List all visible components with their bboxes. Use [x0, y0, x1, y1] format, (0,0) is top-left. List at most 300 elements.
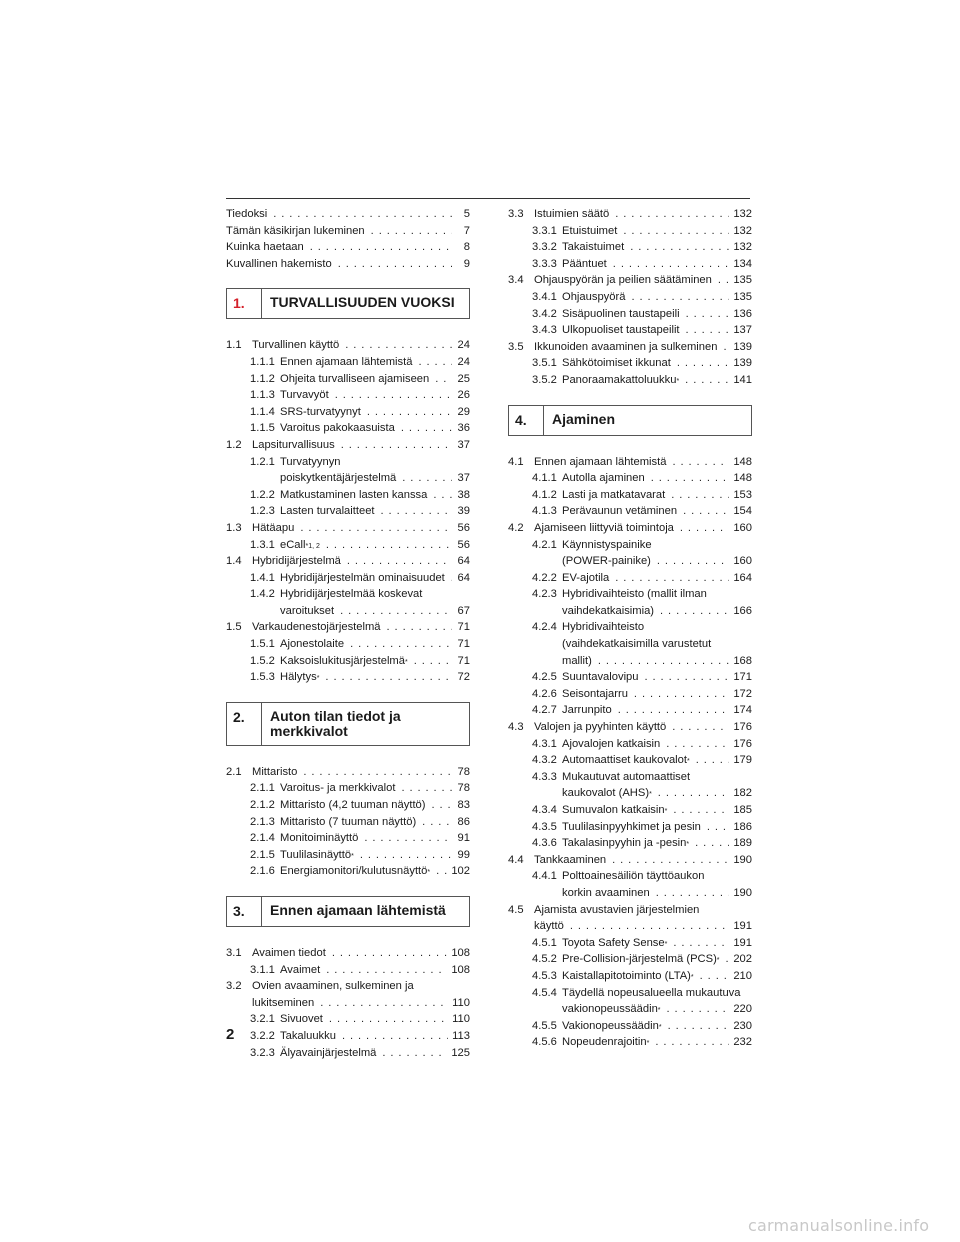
entry-title: Täydellä nopeusalueella mukautuva: [562, 986, 741, 999]
entry-page: 172: [733, 687, 752, 700]
entry-number: 3.4: [508, 274, 524, 287]
entry-page: 134: [733, 257, 752, 270]
intro-list: [226, 206, 470, 272]
entry-title: Seisontajarru: [562, 687, 628, 700]
entry-title: Avaimet: [280, 963, 321, 976]
entry-number: 4.5.6: [532, 1036, 557, 1049]
entry-title: Autolla ajaminen: [562, 472, 645, 485]
dot-leader: [615, 206, 729, 223]
dot-leader: [381, 503, 452, 520]
entry-page: 71: [457, 621, 470, 634]
dot-leader: [401, 780, 452, 797]
entry-number: 4.2.7: [532, 704, 557, 717]
toc-entry: 2.1.6 Energiamonitori/kulutusnäyttö * . . . 102: [226, 863, 470, 880]
entry-number: 4.5.2: [532, 953, 557, 966]
entry-number: 3.3.2: [532, 241, 557, 254]
entry-page: 186: [733, 820, 752, 833]
entry-page: 86: [457, 815, 470, 828]
section-2-header: [226, 702, 470, 746]
dot-leader: [695, 835, 729, 852]
toc-entry: 4.3.2 Automaattiset kaukovalot * . . . 179: [508, 752, 752, 769]
dot-leader: [673, 935, 729, 952]
toc-entry: [508, 769, 752, 786]
entry-page: 153: [733, 488, 752, 501]
entry-number: 2.1.4: [250, 832, 275, 845]
entry-title: Älyavainjärjestelmä: [280, 1046, 377, 1059]
dot-leader: [683, 503, 729, 520]
dot-leader: [273, 206, 452, 223]
dot-leader: [667, 1001, 730, 1018]
dot-leader: [666, 736, 729, 753]
entry-page: 125: [451, 1046, 470, 1059]
dot-leader: [367, 404, 452, 421]
dot-leader: [672, 454, 729, 471]
section-3-list: [226, 945, 470, 1061]
entry-page: 148: [733, 472, 752, 485]
dot-leader: [634, 686, 729, 703]
entry-page: 220: [733, 1003, 752, 1016]
toc-entry: [226, 337, 470, 354]
dot-leader: [414, 653, 452, 670]
toc-entry: [226, 553, 470, 570]
entry-page: 78: [457, 765, 470, 778]
entry-number: 4.5.4: [532, 986, 557, 999]
entry-number: 1.1: [226, 339, 242, 352]
entry-title: Mukautuvat automaattiset: [562, 770, 691, 783]
toc-entry: 1.3.1 eCall *1, 2 . . . 56: [226, 537, 470, 554]
dot-leader: [300, 520, 452, 537]
entry-page: 78: [457, 782, 470, 795]
toc-entry-continued: [508, 885, 752, 902]
entry-page: 56: [457, 538, 470, 551]
toc-entry: [508, 819, 752, 836]
dot-leader: [651, 470, 730, 487]
toc-entry: [508, 206, 752, 223]
entry-number: 4.5.5: [532, 1019, 557, 1032]
section-title-line: merkkivalot: [270, 722, 348, 739]
entry-page: 232: [733, 1036, 752, 1049]
entry-title: Ohjeita turvalliseen ajamiseen: [280, 372, 430, 385]
entry-title: Ajovalojen katkaisin: [562, 737, 661, 750]
entry-page: 136: [733, 307, 752, 320]
dot-leader: [325, 669, 452, 686]
entry-number: 1.2.3: [250, 505, 275, 518]
toc-entry-continued: [226, 995, 470, 1012]
entry-page: 141: [733, 373, 752, 386]
entry-title: Tankkaaminen: [534, 853, 607, 866]
toc-entry: [508, 669, 752, 686]
entry-number: 3.3.3: [532, 257, 557, 270]
entry-page: 166: [733, 604, 752, 617]
entry-title: Hätäapu: [252, 521, 295, 534]
entry-title: Kuvallinen hakemisto: [226, 257, 332, 270]
entry-number: 4.4.1: [532, 870, 557, 883]
toc-entry-continued: [508, 653, 752, 670]
dot-leader: [723, 339, 729, 356]
entry-title: Monitoiminäyttö: [280, 832, 359, 845]
entry-page: 139: [733, 357, 752, 370]
toc-entry: [508, 322, 752, 339]
toc-entry: [226, 814, 470, 831]
toc-entry-continued: vakionopeussäädin * . . . 220: [508, 1001, 752, 1018]
section-title: Ajaminen: [552, 410, 616, 427]
toc-entry: 4.3.6 Takalasinpyyhin ja -pesin * . . . 189: [508, 835, 752, 852]
entry-title: SRS-turvatyynyt: [280, 405, 361, 418]
entry-page: 102: [451, 865, 470, 878]
toc-entry-continued: kaukovalot (AHS) * . . . 182: [508, 785, 752, 802]
section-number: 4.: [509, 406, 544, 435]
dot-leader: [631, 289, 729, 306]
toc-entry: [508, 902, 752, 919]
entry-number: 4.1.2: [532, 488, 557, 501]
entry-page: 71: [457, 654, 470, 667]
entry-page: 91: [457, 832, 470, 845]
entry-number: 2.1.1: [250, 782, 275, 795]
entry-page: 189: [733, 837, 752, 850]
entry-title: Hybridijärjestelmä: [252, 555, 341, 568]
entry-number: 3.4.1: [532, 290, 557, 303]
dot-leader: [387, 619, 452, 636]
section-number: 2.: [227, 703, 262, 745]
dot-leader: [613, 256, 730, 273]
toc-entry: [508, 868, 752, 885]
toc-entry: [508, 586, 752, 603]
entry-number: 1.3: [226, 521, 242, 534]
toc-entry-continued: [508, 603, 752, 620]
dot-leader: [668, 1018, 730, 1035]
dot-leader: [686, 322, 730, 339]
entry-page: 56: [457, 521, 470, 534]
entry-number: 4.2.6: [532, 687, 557, 700]
toc-entry-continued: [226, 470, 470, 487]
entry-title: Kaksoislukitusjärjestelmä: [280, 654, 405, 667]
entry-title: Ulkopuoliset taustapeilit: [562, 324, 680, 337]
entry-title: Suuntavalovipu: [562, 671, 639, 684]
toc-entry-continued: [508, 636, 752, 653]
entry-title-continued: (vaihdekatkaisimilla varustetut: [562, 638, 712, 651]
dot-leader: [658, 785, 730, 802]
entry-title: Hybridijärjestelmää koskevat: [280, 588, 423, 601]
entry-title: Hybridivaihteisto (mallit ilman: [562, 588, 707, 601]
entry-number: 2.1: [226, 765, 242, 778]
entry-number: 4.5: [508, 903, 524, 916]
entry-page: 160: [733, 555, 752, 568]
dot-leader: [656, 885, 730, 902]
entry-page: 210: [733, 969, 752, 982]
entry-page: 135: [733, 274, 752, 287]
entry-title: Turvavyöt: [280, 389, 329, 402]
entry-page: 24: [457, 355, 470, 368]
toc-entry: [226, 636, 470, 653]
entry-number: 4.3.5: [532, 820, 557, 833]
entry-number: 4.3.3: [532, 770, 557, 783]
entry-page: 83: [457, 799, 470, 812]
entry-title: Turvallinen käyttö: [252, 339, 340, 352]
entry-title: Jarrunpito: [562, 704, 612, 717]
entry-title: Hälytys: [280, 671, 317, 684]
entry-page: 176: [733, 737, 752, 750]
toc-entry: [508, 239, 752, 256]
toc-entry: [226, 371, 470, 388]
entry-title: Matkustaminen lasten kanssa: [280, 488, 428, 501]
dot-leader: [360, 847, 452, 864]
entry-page: 72: [457, 671, 470, 684]
toc-entry: [508, 503, 752, 520]
toc-entry: [226, 487, 470, 504]
toc-entry: [226, 1028, 470, 1045]
entry-number: 4.1: [508, 455, 524, 468]
entry-title: Hybridivaihteisto: [562, 621, 645, 634]
entry-number: 4.2.1: [532, 538, 557, 551]
entry-page: 113: [452, 1029, 470, 1042]
entry-number: 4.3.4: [532, 804, 557, 816]
entry-number: 3.2.3: [250, 1046, 275, 1059]
entry-number: 3.4.3: [532, 324, 557, 337]
entry-number: 4.5.3: [532, 969, 557, 982]
entry-page: 108: [451, 947, 470, 959]
toc-entry: [508, 736, 752, 753]
entry-title: Lasten turvalaitteet: [280, 505, 375, 518]
entry-page: 9: [463, 257, 470, 270]
toc-entry: [226, 206, 470, 223]
toc-entry: [508, 537, 752, 554]
entry-page: 132: [733, 241, 752, 254]
entry-page: 171: [733, 671, 752, 684]
toc-entry: [508, 686, 752, 703]
entry-page: 7: [463, 224, 470, 237]
dot-leader: [630, 239, 729, 256]
section-3-header: [226, 896, 470, 927]
entry-number: 2.1.5: [250, 848, 275, 861]
entry-page: 230: [733, 1019, 752, 1032]
entry-title: Toyota Safety Sense: [562, 936, 665, 949]
dot-leader: [342, 1028, 448, 1045]
entry-title-continued: (POWER-painike): [562, 555, 651, 568]
entry-number: 1.2.1: [250, 455, 275, 468]
entry-page: 202: [733, 953, 752, 966]
entry-page: 132: [733, 224, 752, 237]
toc-entry: [226, 256, 470, 273]
dot-leader: [700, 968, 730, 985]
toc-entry: [226, 1011, 470, 1028]
entry-title: Pääntuet: [562, 257, 607, 270]
entry-page: 185: [733, 804, 752, 816]
section-4-list: [508, 454, 752, 1051]
entry-number: 4.2.5: [532, 671, 557, 684]
entry-title: Varoitus pakokaasuista: [280, 422, 395, 435]
dot-leader: [645, 669, 730, 686]
toc-entry: [226, 239, 470, 256]
dot-leader: [335, 387, 452, 404]
dot-leader: [618, 702, 730, 719]
entry-title: Pre-Collision-järjestelmä (PCS): [562, 953, 717, 966]
toc-entry: [226, 454, 470, 471]
entry-number: 1.2.2: [250, 488, 275, 501]
entry-title-continued: kaukovalot (AHS): [562, 787, 650, 800]
entry-title: Vakionopeussäädin: [562, 1019, 659, 1032]
dot-leader: [329, 1011, 448, 1028]
toc-entry: [508, 570, 752, 587]
dot-leader: [672, 719, 729, 736]
entry-number: 1.4: [226, 555, 242, 568]
dot-leader: [364, 830, 452, 847]
entry-number: 4.1.3: [532, 505, 557, 518]
entry-page: 164: [733, 571, 752, 584]
entry-number: 1.1.3: [250, 389, 275, 402]
dot-leader: [326, 962, 447, 979]
section-title: Ennen ajamaan lähtemistä: [270, 902, 446, 918]
entry-number: 3.4.2: [532, 307, 557, 320]
entry-title: Kuinka haetaan: [226, 241, 304, 254]
dot-leader: [451, 570, 452, 587]
entry-title: Energiamonitori/kulutusnäyttö: [280, 865, 428, 878]
toc-entry: [226, 962, 470, 979]
entry-number: 3.2.1: [250, 1013, 275, 1026]
entry-number: 1.1.2: [250, 372, 275, 385]
entry-page: 174: [733, 704, 752, 717]
toc-entry: [508, 702, 752, 719]
entry-page: 64: [457, 571, 470, 584]
entry-title-continued: lukitseminen: [252, 996, 315, 1009]
entry-title: Sähkötoimiset ikkunat: [562, 357, 671, 370]
entry-page: 25: [457, 372, 470, 385]
toc-entry: [226, 570, 470, 587]
toc-entry: [226, 1045, 470, 1062]
entry-page: 26: [457, 389, 470, 402]
entry-title: Polttoainesäiliön täyttöaukon: [562, 870, 705, 883]
entry-number: 1.1.4: [250, 405, 275, 418]
toc-entry: [226, 619, 470, 636]
entry-title-continued: korkin avaaminen: [562, 886, 650, 899]
entry-title: Ennen ajamaan lähtemistä: [280, 355, 413, 368]
entry-number: 2.1.3: [250, 815, 275, 828]
entry-number: 1.5.3: [250, 671, 275, 684]
entry-title-continued: vakionopeussäädin: [562, 1003, 658, 1016]
entry-page: 108: [451, 963, 470, 976]
entry-number: 1.5.2: [250, 654, 275, 667]
entry-number: 1.4.1: [250, 571, 275, 584]
section-3-continued-list: [508, 206, 752, 389]
dot-leader: [671, 487, 729, 504]
entry-title: Nopeudenrajoitin: [562, 1036, 647, 1049]
entry-number: 3.3.1: [532, 224, 557, 237]
section-number: 1.: [227, 289, 262, 318]
entry-page: 137: [733, 324, 752, 337]
dot-leader: [418, 354, 452, 371]
entry-number: 3.2: [226, 980, 242, 993]
dot-leader: [341, 437, 452, 454]
dot-leader: [655, 1034, 729, 1051]
dot-leader: [345, 337, 452, 354]
toc-entry-continued: [226, 603, 470, 620]
dot-leader: [350, 636, 452, 653]
entry-title: Perävaunun vetäminen: [562, 505, 678, 518]
dot-leader: [435, 371, 452, 388]
entry-title: Panoraamakattoluukku: [562, 373, 677, 386]
toc-entry: [226, 797, 470, 814]
entry-page: 179: [733, 754, 752, 767]
section-2-list: [226, 764, 470, 880]
entry-title: Takaistuimet: [562, 241, 625, 254]
entry-title: Kaistallapitotoiminto (LTA): [562, 969, 691, 982]
entry-title: Mittaristo (7 tuuman näyttö): [280, 815, 417, 828]
toc-entry: [226, 503, 470, 520]
entry-title: Istuimien säätö: [534, 208, 610, 220]
entry-page: 64: [457, 555, 470, 568]
entry-number: 4.5.1: [532, 936, 557, 949]
entry-page: 148: [733, 455, 752, 468]
entry-page: 29: [457, 405, 470, 418]
entry-title: Takalasinpyyhin ja -pesin: [562, 837, 687, 850]
dot-leader: [686, 306, 730, 323]
dot-leader: [685, 372, 729, 389]
dot-leader: [347, 553, 452, 570]
dot-leader: [422, 814, 452, 831]
toc-entry: 3.5.2 Panoraamakattoluukku * . . . 141: [508, 372, 752, 389]
entry-page: 182: [733, 787, 752, 800]
section-1-header: [226, 288, 470, 319]
entry-title: Etuistuimet: [562, 224, 618, 237]
entry-title-continued: varoitukset: [280, 604, 335, 617]
entry-number: 3.1: [226, 947, 242, 959]
entry-page: 37: [457, 472, 470, 485]
entry-number: 3.2.2: [250, 1029, 275, 1042]
toc-entry: 4.3.4 Sumuvalon katkaisin * . . . 185: [508, 802, 752, 819]
entry-page: 38: [457, 488, 470, 501]
entry-title: EV-ajotila: [562, 571, 610, 584]
entry-page: 176: [733, 721, 752, 734]
entry-number: 3.5: [508, 340, 524, 353]
section-number: 3.: [227, 897, 262, 926]
dot-leader: [677, 355, 730, 372]
toc-entry: [508, 487, 752, 504]
entry-number: 4.2.4: [532, 621, 557, 634]
entry-number: 1.5.1: [250, 638, 275, 651]
entry-title: Lasti ja matkatavarat: [562, 488, 666, 501]
toc-entry: 4.5.5 Vakionopeussäädin * . . . 230: [508, 1018, 752, 1035]
dot-leader: [320, 995, 448, 1012]
entry-title-continued: poiskytkentäjärjestelmä: [280, 472, 397, 485]
entry-number: 3.5.2: [532, 373, 557, 386]
entry-number: 4.2.3: [532, 588, 557, 601]
dot-leader: [401, 420, 452, 437]
toc-entry: [226, 404, 470, 421]
dot-leader: [660, 603, 729, 620]
toc-entry: [508, 719, 752, 736]
entry-title: Valojen ja pyyhinten käyttö: [534, 721, 667, 734]
entry-number: 1.3.1: [250, 538, 275, 551]
entry-page: 110: [452, 1013, 470, 1026]
entry-title: Ovien avaaminen, sulkeminen ja: [252, 980, 414, 993]
entry-title: Tämän käsikirjan lukeminen: [226, 224, 365, 237]
toc-entry: [226, 520, 470, 537]
entry-title: eCall: [280, 538, 306, 551]
toc-entry: 1.5.2 Kaksoislukitusjärjestelmä * . . . 71: [226, 653, 470, 670]
section-title: TURVALLISUUDEN VUOKSI: [270, 294, 455, 311]
watermark: carmanualsonline.info: [748, 1216, 930, 1235]
dot-leader: [432, 797, 453, 814]
toc-entry: [226, 586, 470, 603]
entry-number: 3.5.1: [532, 357, 557, 370]
toc-entry: [508, 223, 752, 240]
dot-leader: [433, 487, 452, 504]
toc-entry: [508, 339, 752, 356]
entry-page: 37: [457, 438, 470, 451]
entry-number: 3.1.1: [250, 963, 275, 976]
dot-leader: [718, 272, 729, 289]
entry-title: Lapsiturvallisuus: [252, 438, 335, 451]
dot-leader: [657, 553, 729, 570]
